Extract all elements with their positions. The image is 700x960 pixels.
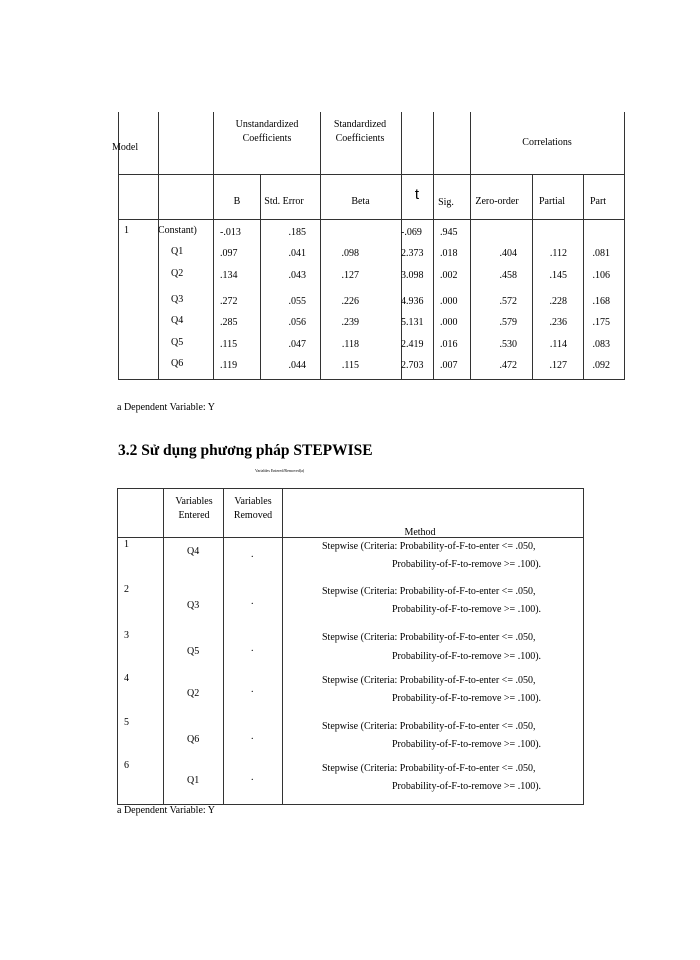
- zero-order-value: .404: [499, 248, 517, 259]
- beta-value: .127: [341, 270, 359, 281]
- beta-value: .239: [341, 317, 359, 328]
- header-part: Part: [589, 196, 607, 207]
- header-model: Model: [112, 142, 139, 153]
- sig-value: .945: [440, 227, 458, 238]
- header-partial: Partial: [538, 196, 566, 207]
- se-value: .185: [288, 227, 306, 238]
- model-number: 5: [124, 717, 129, 728]
- part-value: .092: [592, 360, 610, 371]
- method-line-1: Stepwise (Criteria: Probability-of-F-to-enter <= .050,: [322, 675, 536, 686]
- b-value: .097: [220, 248, 238, 259]
- stepwise-footnote: a Dependent Variable: Y: [117, 805, 216, 816]
- sig-value: .007: [440, 360, 458, 371]
- zero-order-value: .572: [499, 296, 517, 307]
- coefficients-footnote: a Dependent Variable: Y: [117, 402, 216, 413]
- row-label: Q4: [171, 315, 184, 326]
- section-heading: 3.2 Sử dụng phương pháp STEPWISE: [118, 442, 373, 459]
- b-value: -.013: [220, 227, 241, 238]
- table-rule: [118, 219, 624, 220]
- zero-order-value: .458: [499, 270, 517, 281]
- method-line-2: Probability-of-F-to-remove >= .100).: [392, 739, 542, 750]
- removed-value: .: [251, 731, 254, 742]
- entered-value: Q6: [187, 734, 200, 745]
- table-caption: Variables Entered/Removed(a): [255, 468, 305, 473]
- table-rule: [213, 112, 214, 380]
- table-rule: [158, 112, 159, 380]
- model-number: 1: [124, 539, 129, 550]
- method-line-1: Stepwise (Criteria: Probability-of-F-to-enter <= .050,: [322, 586, 536, 597]
- row-label: Q1: [171, 246, 184, 257]
- beta-value: .118: [341, 339, 359, 350]
- se-value: .047: [288, 339, 306, 350]
- header-unstandardized: Unstandardized Coefficients: [235, 119, 299, 144]
- entered-value: Q1: [187, 775, 200, 786]
- part-value: .175: [592, 317, 610, 328]
- row-label: Q3: [171, 294, 184, 305]
- method-line-2: Probability-of-F-to-remove >= .100).: [392, 781, 542, 792]
- model-number: 6: [124, 760, 129, 771]
- t-value: 2.703: [401, 360, 424, 371]
- partial-value: .145: [549, 270, 567, 281]
- t-value: 5.131: [401, 317, 424, 328]
- header-beta: Beta: [351, 196, 370, 207]
- zero-order-value: .472: [499, 360, 517, 371]
- t-value: 2.373: [401, 248, 424, 259]
- removed-value: .: [251, 596, 254, 607]
- table-rule: [163, 488, 164, 805]
- se-value: .041: [288, 248, 306, 259]
- entered-value: Q4: [187, 546, 200, 557]
- header-b: B: [233, 196, 241, 207]
- table-rule: [118, 379, 624, 380]
- method-line-2: Probability-of-F-to-remove >= .100).: [392, 651, 542, 662]
- beta-value: .115: [341, 360, 359, 371]
- model-number: 1: [124, 225, 129, 236]
- header-t: t: [414, 186, 420, 203]
- entered-value: Q5: [187, 646, 200, 657]
- partial-value: .127: [549, 360, 567, 371]
- table-rule: [223, 488, 224, 805]
- sig-value: .002: [440, 270, 458, 281]
- b-value: .134: [220, 270, 238, 281]
- method-line-1: Stepwise (Criteria: Probability-of-F-to-enter <= .050,: [322, 721, 536, 732]
- b-value: .115: [220, 339, 238, 350]
- header-std-error: Std. Error: [264, 196, 304, 207]
- table-rule: [117, 537, 584, 538]
- method-line-1: Stepwise (Criteria: Probability-of-F-to-enter <= .050,: [322, 763, 536, 774]
- table-rule: [118, 174, 624, 175]
- table-rule: [583, 488, 584, 805]
- table-rule: [117, 488, 584, 489]
- b-value: .285: [220, 317, 238, 328]
- table-rule: [433, 112, 434, 380]
- se-value: .055: [288, 296, 306, 307]
- se-value: .043: [288, 270, 306, 281]
- method-line-1: Stepwise (Criteria: Probability-of-F-to-enter <= .050,: [322, 541, 536, 552]
- header-variables-entered: Variables Entered: [175, 496, 213, 521]
- se-value: .056: [288, 317, 306, 328]
- header-zero-order: Zero-order: [475, 196, 519, 207]
- partial-value: .114: [549, 339, 567, 350]
- model-number: 2: [124, 584, 129, 595]
- zero-order-value: .530: [499, 339, 517, 350]
- method-line-2: Probability-of-F-to-remove >= .100).: [392, 559, 542, 570]
- b-value: .119: [220, 360, 238, 371]
- header-standardized: Standardized Coefficients: [333, 119, 387, 144]
- row-label: Constant): [158, 225, 197, 236]
- row-label: Q6: [171, 358, 184, 369]
- b-value: .272: [220, 296, 238, 307]
- part-value: .168: [592, 296, 610, 307]
- sig-value: .000: [440, 296, 458, 307]
- table-rule: [282, 488, 283, 805]
- method-line-2: Probability-of-F-to-remove >= .100).: [392, 604, 542, 615]
- header-method: Method: [404, 527, 436, 538]
- removed-value: .: [251, 549, 254, 560]
- zero-order-value: .579: [499, 317, 517, 328]
- removed-value: .: [251, 643, 254, 654]
- sig-value: .016: [440, 339, 458, 350]
- header-sig: Sig.: [438, 197, 454, 208]
- t-value: -.069: [401, 227, 422, 238]
- partial-value: .112: [549, 248, 567, 259]
- removed-value: .: [251, 772, 254, 783]
- t-value: 2.419: [401, 339, 424, 350]
- se-value: .044: [288, 360, 306, 371]
- beta-value: .098: [341, 248, 359, 259]
- table-rule: [624, 112, 625, 380]
- partial-value: .228: [549, 296, 567, 307]
- partial-value: .236: [549, 317, 567, 328]
- method-line-2: Probability-of-F-to-remove >= .100).: [392, 693, 542, 704]
- header-correlations: Correlations: [522, 137, 572, 148]
- entered-value: Q3: [187, 600, 200, 611]
- row-label: Q5: [171, 337, 184, 348]
- entered-value: Q2: [187, 688, 200, 699]
- removed-value: .: [251, 684, 254, 695]
- t-value: 4.936: [401, 296, 424, 307]
- model-number: 3: [124, 630, 129, 641]
- part-value: .081: [592, 248, 610, 259]
- table-rule: [117, 488, 118, 805]
- model-number: 4: [124, 673, 129, 684]
- method-line-1: Stepwise (Criteria: Probability-of-F-to-enter <= .050,: [322, 632, 536, 643]
- beta-value: .226: [341, 296, 359, 307]
- row-label: Q2: [171, 268, 184, 279]
- part-value: .083: [592, 339, 610, 350]
- sig-value: .000: [440, 317, 458, 328]
- part-value: .106: [592, 270, 610, 281]
- t-value: 3.098: [401, 270, 424, 281]
- header-variables-removed: Variables Removed: [233, 496, 273, 521]
- sig-value: .018: [440, 248, 458, 259]
